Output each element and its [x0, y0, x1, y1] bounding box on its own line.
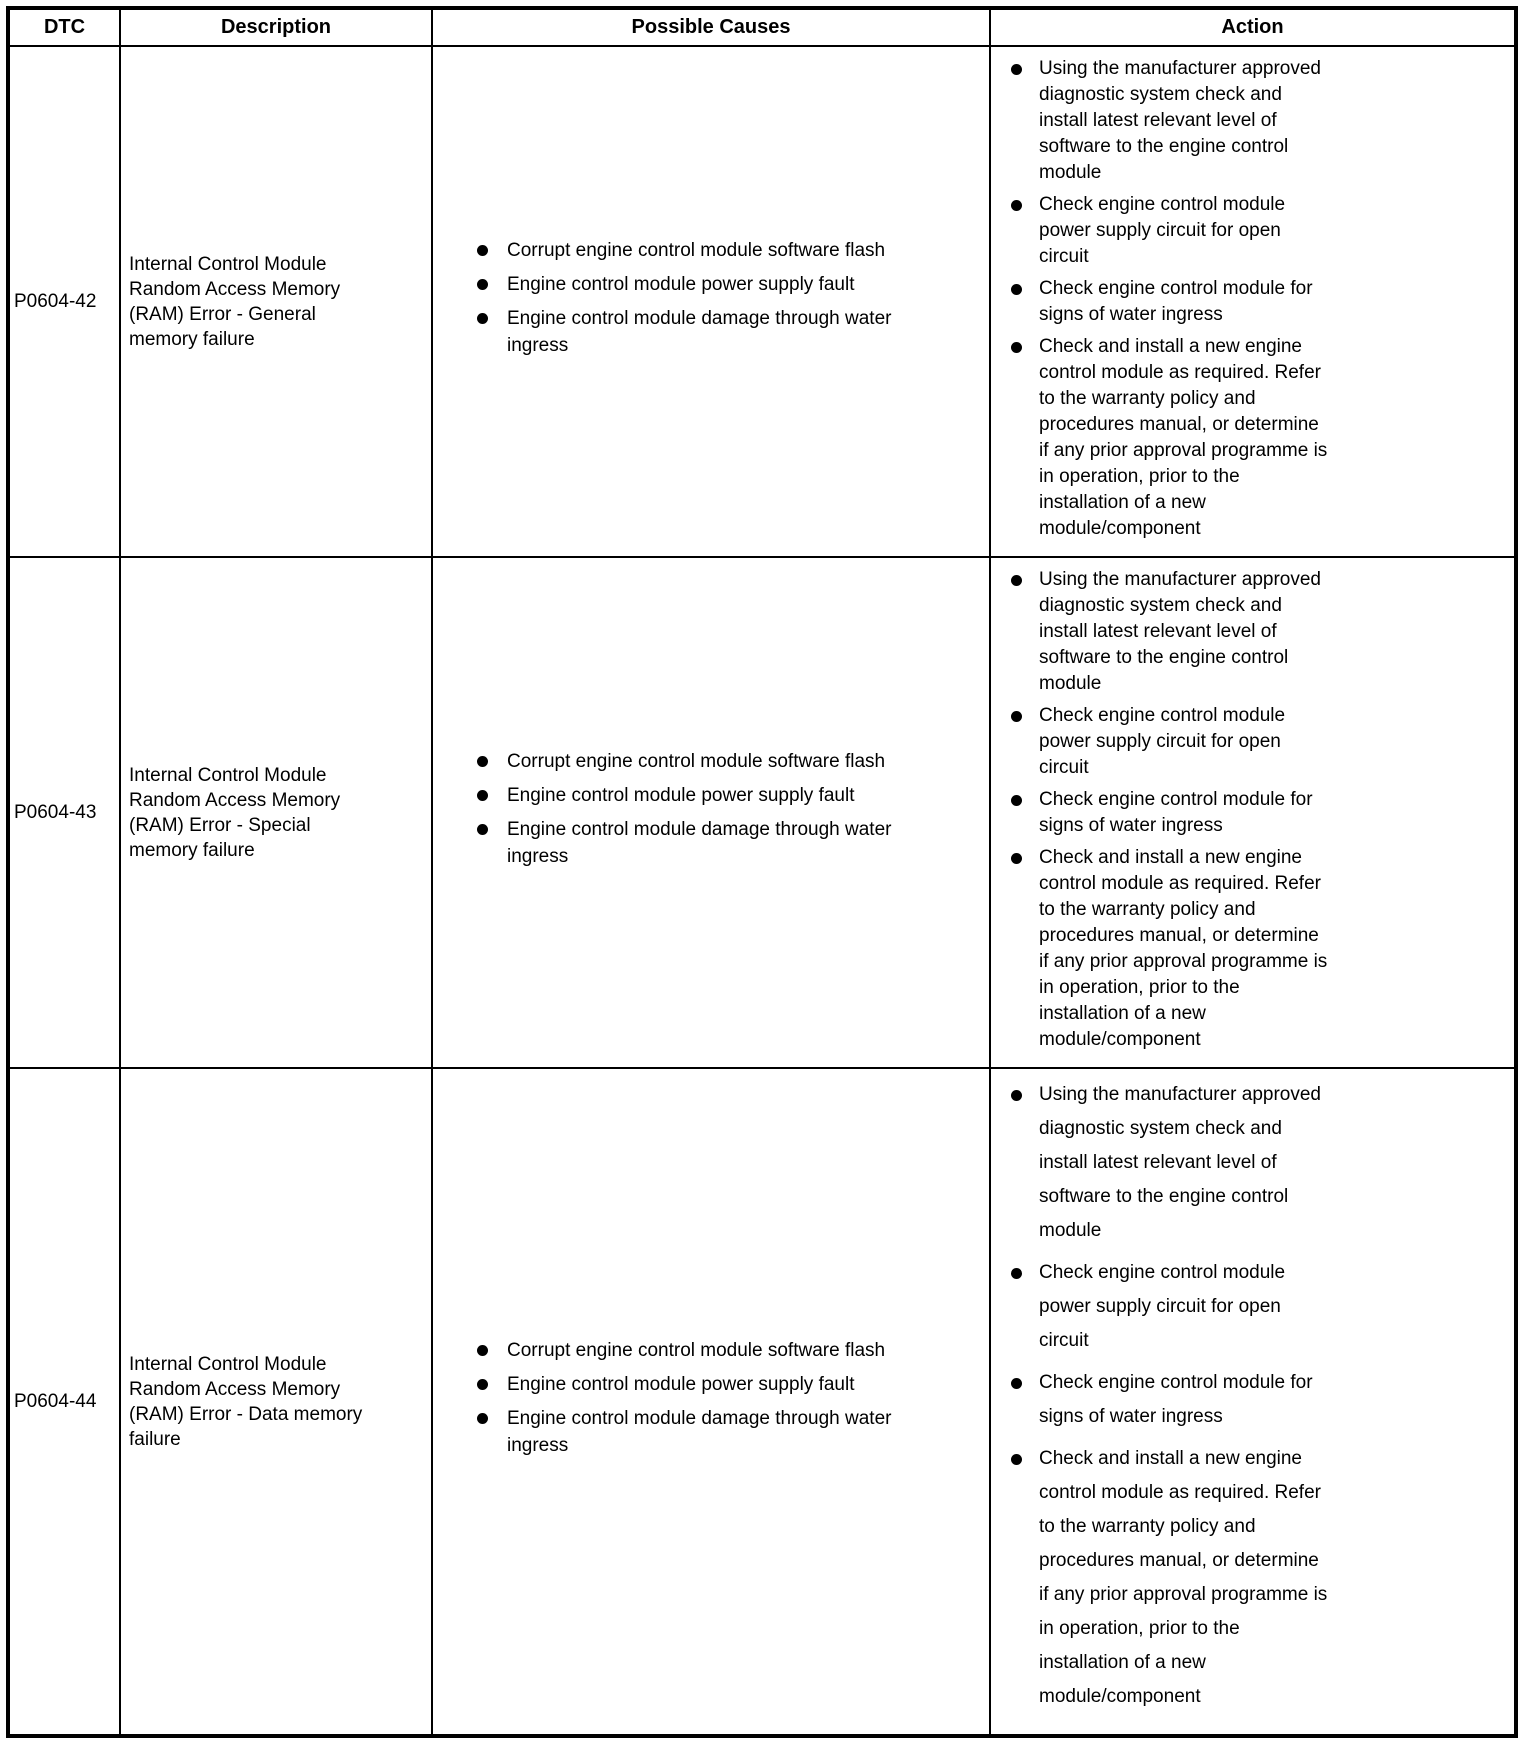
causes-cell — [432, 1068, 990, 1736]
causes-list — [433, 237, 989, 359]
table-row — [8, 557, 1516, 1068]
description-text: Internal Control Module Random Access Memory (RAM) Error - Data memory failure — [120, 1068, 432, 1736]
header-possible-causes: Possible Causes — [432, 8, 990, 46]
cause-item: Corrupt engine control module software flash — [475, 1337, 939, 1364]
actions-cell — [990, 1068, 1516, 1736]
actions-list — [991, 1078, 1514, 1714]
header-row — [8, 8, 1516, 46]
actions-cell — [990, 557, 1516, 1068]
action-item: Check engine control module power supply circuit for open circuit — [1009, 703, 1330, 781]
actions-list — [991, 56, 1514, 542]
header-dtc: DTC — [8, 8, 120, 46]
action-item: Check and install a new engine control module as required. Refer to the warranty policy and procedures manual, or determine if any prior approval programme is in operation, prior to the installation of a new module/component — [1009, 1442, 1330, 1714]
action-item: Using the manufacturer approved diagnostic system check and install latest relevant level of software to the engine control module — [1009, 1078, 1330, 1248]
action-item: Check and install a new engine control module as required. Refer to the warranty policy and procedures manual, or determine if any prior approval programme is in operation, prior to the installation of a new module/component — [1009, 845, 1330, 1053]
action-item: Using the manufacturer approved diagnostic system check and install latest relevant level of software to the engine control module — [1009, 567, 1330, 697]
cause-item: Engine control module power supply fault — [475, 782, 939, 809]
cause-item: Engine control module damage through water ingress — [475, 305, 939, 359]
action-item: Check engine control module power supply circuit for open circuit — [1009, 1256, 1330, 1358]
description-text: Internal Control Module Random Access Memory (RAM) Error - Special memory failure — [120, 557, 432, 1068]
cause-item: Corrupt engine control module software flash — [475, 237, 939, 264]
table-row — [8, 46, 1516, 557]
cause-item: Engine control module power supply fault — [475, 1371, 939, 1398]
header-description: Description — [120, 8, 432, 46]
cause-item: Engine control module power supply fault — [475, 271, 939, 298]
actions-list — [991, 567, 1514, 1053]
causes-list — [433, 748, 989, 870]
dtc-code: P0604-44 — [8, 1068, 120, 1736]
dtc-table — [6, 6, 1518, 1738]
dtc-code: P0604-42 — [8, 46, 120, 557]
header-action: Action — [990, 8, 1516, 46]
action-item: Check engine control module for signs of water ingress — [1009, 276, 1330, 328]
actions-cell — [990, 46, 1516, 557]
action-item: Check engine control module for signs of water ingress — [1009, 787, 1330, 839]
cause-item: Engine control module damage through water ingress — [475, 1405, 939, 1459]
description-text: Internal Control Module Random Access Memory (RAM) Error - General memory failure — [120, 46, 432, 557]
action-item: Check engine control module for signs of water ingress — [1009, 1366, 1330, 1434]
action-item: Using the manufacturer approved diagnostic system check and install latest relevant level of software to the engine control module — [1009, 56, 1330, 186]
dtc-code: P0604-43 — [8, 557, 120, 1068]
table-row — [8, 1068, 1516, 1736]
action-item: Check and install a new engine control module as required. Refer to the warranty policy and procedures manual, or determine if any prior approval programme is in operation, prior to the installation of a new module/component — [1009, 334, 1330, 542]
causes-list — [433, 1337, 989, 1459]
causes-cell — [432, 46, 990, 557]
cause-item: Corrupt engine control module software flash — [475, 748, 939, 775]
action-item: Check engine control module power supply circuit for open circuit — [1009, 192, 1330, 270]
causes-cell — [432, 557, 990, 1068]
cause-item: Engine control module damage through water ingress — [475, 816, 939, 870]
